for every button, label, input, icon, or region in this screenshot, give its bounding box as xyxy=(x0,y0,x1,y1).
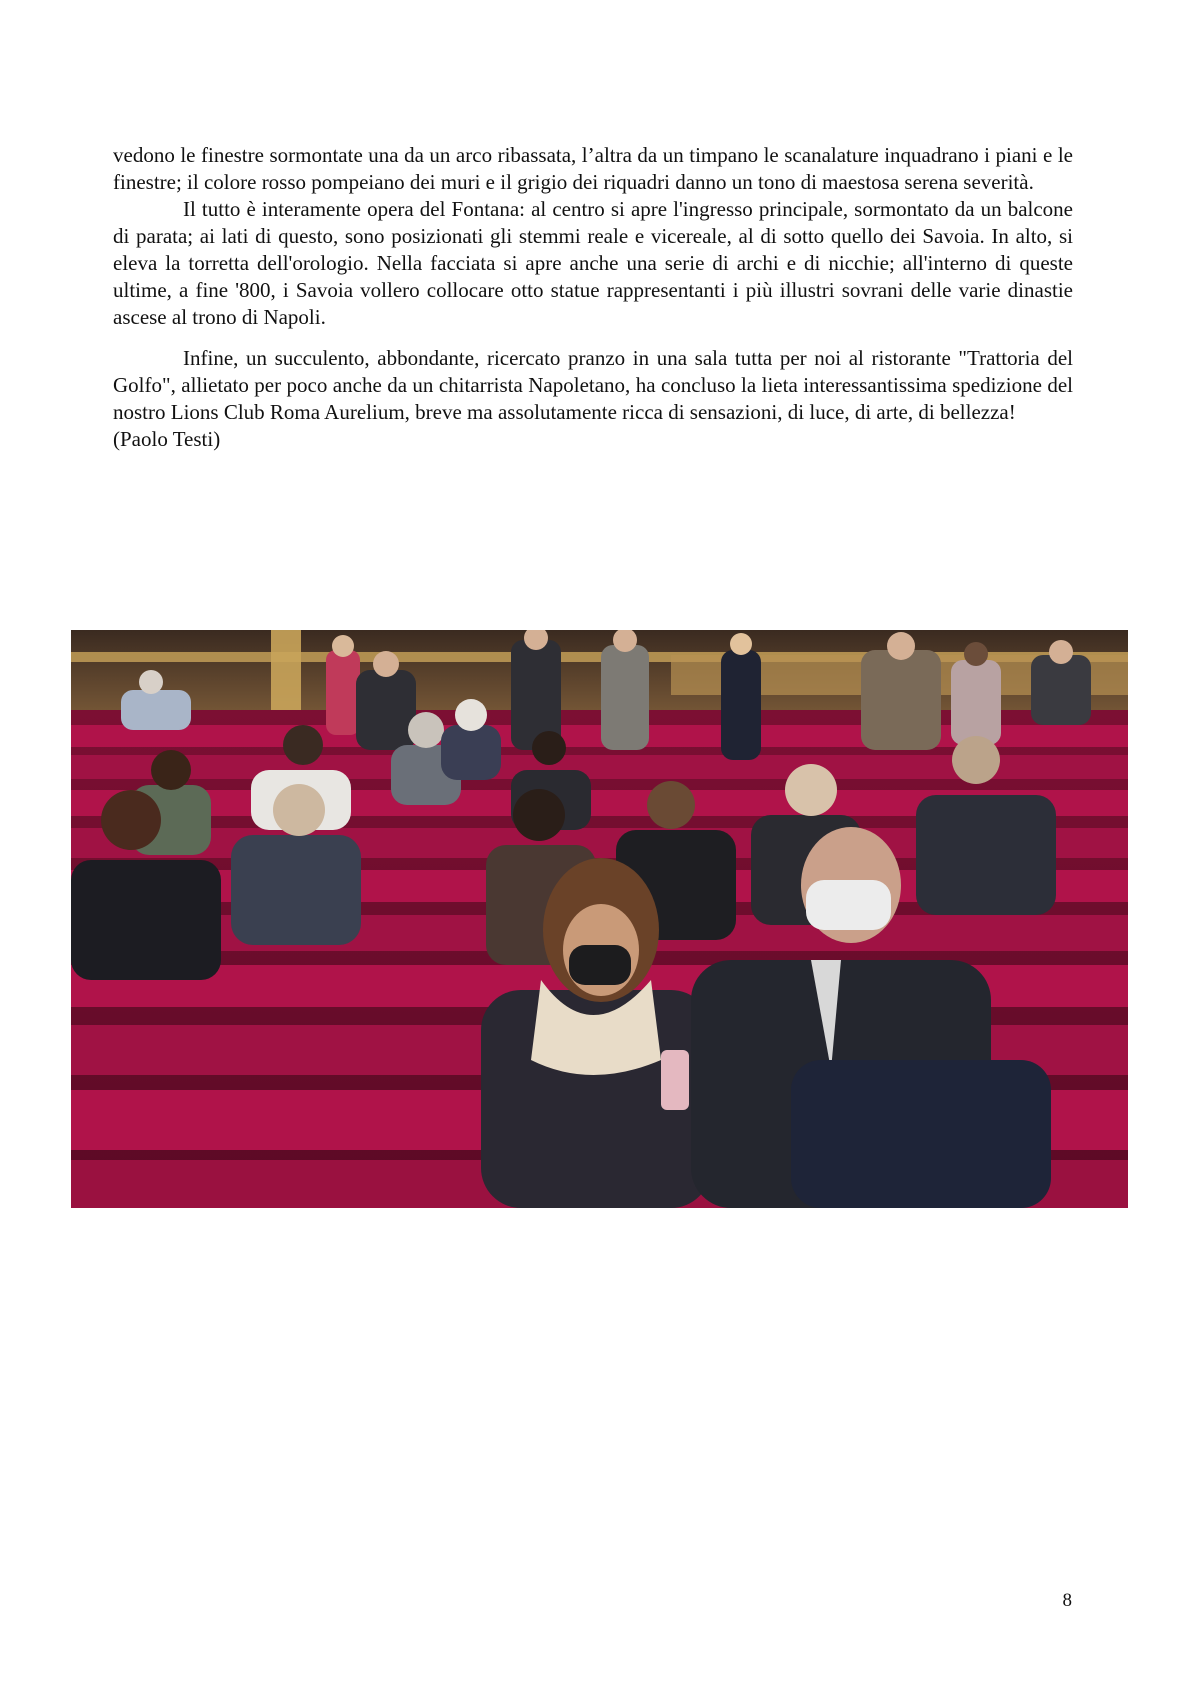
paragraph-2: Il tutto è interamente opera del Fontana: al centro si apre l'ingresso principale, sormontato da un balcone di parata; ai lati di questo, sono posizionati gli stemmi reale e vicereale, al di sotto quello dei Savoia. In alto, si eleva la torretta dell'orologio. Nella facciata si apre anche una serie di archi e di nicchie; all'interno di queste ultime, a fine '800, i Savoia vollero collocare otto statue rappresentanti i più illustri sovrani delle varie dinastie ascese al trono di Napoli. xyxy=(113,197,1073,329)
theatre-audience-photo xyxy=(71,630,1128,1208)
photo-illustration xyxy=(71,630,1128,1208)
article-body xyxy=(113,142,1073,453)
page-number: 8 xyxy=(1062,1590,1072,1611)
paragraph-3: Infine, un succulento, abbondante, ricercato pranzo in una sala tutta per noi al ristorante "Trattoria del Golfo", allietato per poco anche da un chitarrista Napoletano, ha concluso la lieta interessantissima spedizione del nostro Lions Club Roma Aurelium, breve ma assolutamente ricca di sensazioni, di luce, di arte, di bellezza! xyxy=(113,346,1073,424)
paragraph-1: vedono le finestre sormontate una da un arco ribassata, l’altra da un timpano le scanalature inquadrano i piani e le finestre; il colore rosso pompeiano dei muri e il grigio dei riquadri danno un tono di maestosa serena severità. xyxy=(113,143,1073,194)
author-signature: (Paolo Testi) xyxy=(113,427,221,451)
